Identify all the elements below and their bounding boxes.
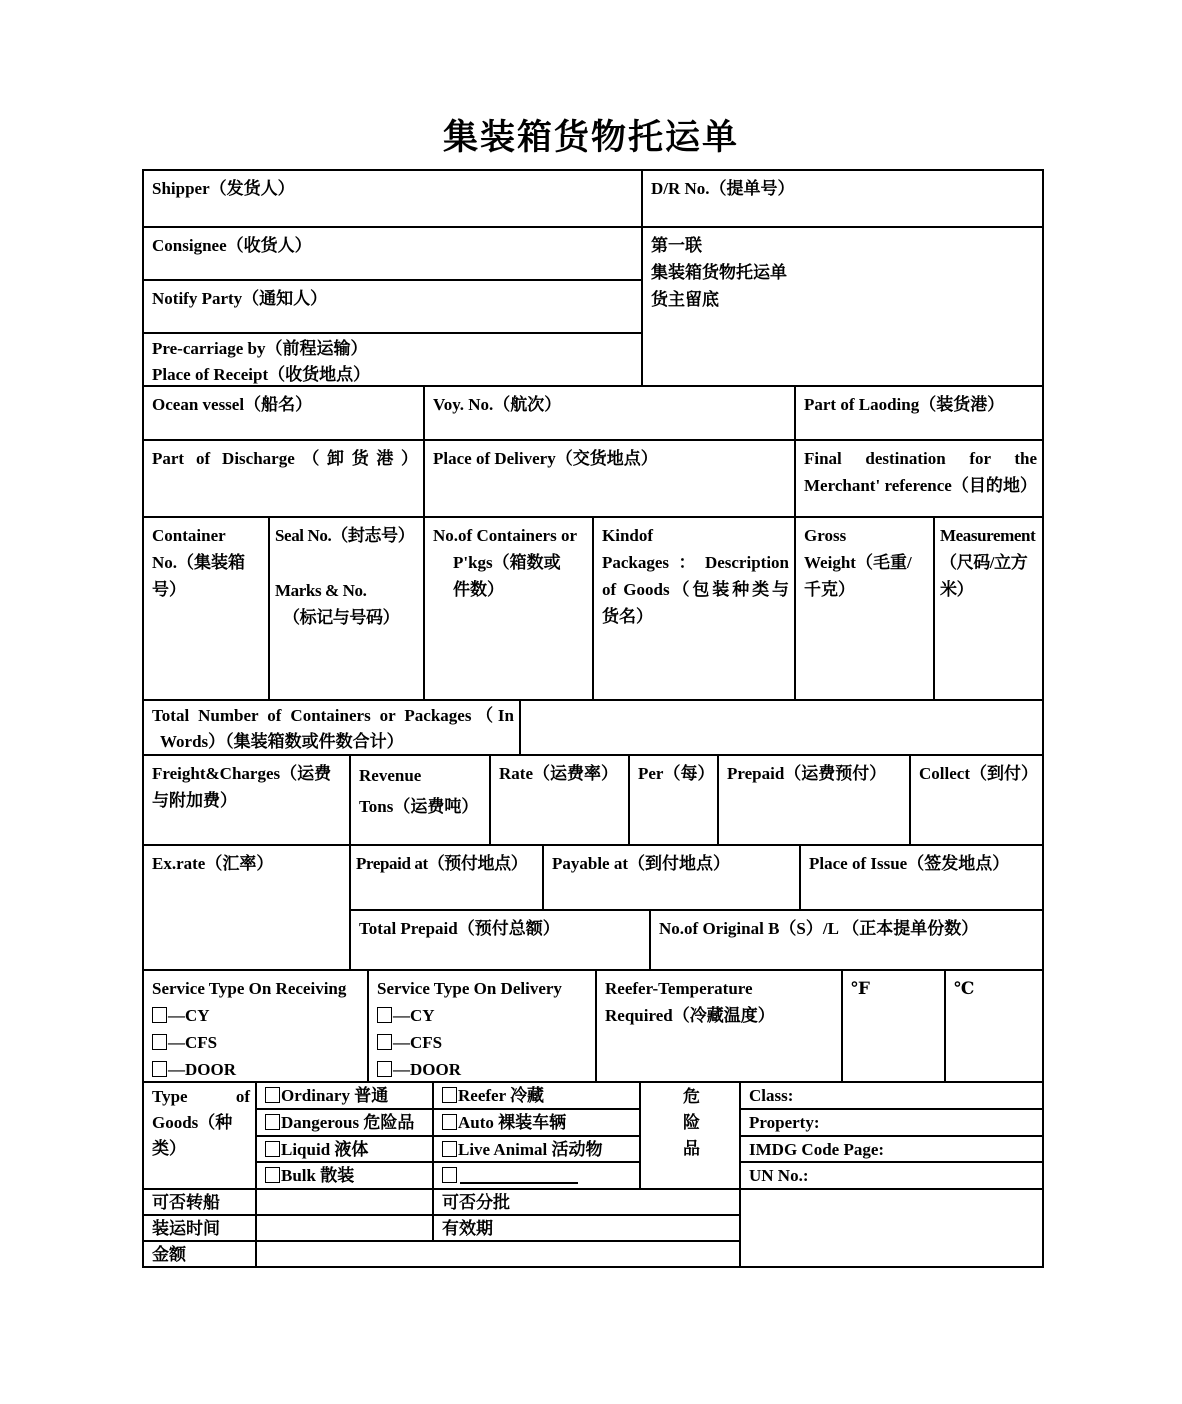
hazard-un-no-cell <box>740 1162 1043 1189</box>
service-receiving-option-door <box>152 1056 362 1082</box>
total-number-line: Words）（集装箱数或件数合计） <box>160 732 404 751</box>
type-of-goods-line: Type of <box>152 1087 250 1106</box>
marks-no-line: Marks & No. <box>275 581 367 600</box>
partial-shipment-label: 可否分批 <box>442 1193 510 1212</box>
checkbox-icon[interactable] <box>442 1167 457 1183</box>
freight-charges-line: Freight&Charges（运费 <box>152 764 332 783</box>
goods-option-auto-cell <box>433 1109 640 1136</box>
copy-note-line: 货主留底 <box>651 290 719 309</box>
gross-weight-line: 千克） <box>804 580 855 599</box>
prepaid-label: Prepaid（运费预付） <box>727 764 887 783</box>
copy-note-line: 第一联 <box>651 236 702 255</box>
revenue-tons-line: Revenue <box>359 766 422 785</box>
amount-label: 金额 <box>152 1245 186 1264</box>
goods-option-label: Live Animal 活动物 <box>458 1140 603 1159</box>
gross-weight-cell <box>795 517 934 700</box>
type-of-goods-line: Goods（种 <box>152 1113 233 1132</box>
ex-rate-label: Ex.rate（汇率） <box>152 854 274 873</box>
container-no-cell <box>143 517 269 700</box>
consignee-label: Consignee（收货人） <box>152 236 312 255</box>
goods-option-ordinary-cell <box>256 1082 433 1109</box>
collect-cell <box>910 755 1043 845</box>
pre-carriage-cell <box>143 333 642 386</box>
total-prepaid-label: Total Prepaid（预付总额） <box>359 919 560 938</box>
hazard-extra-cell <box>740 1189 1043 1267</box>
pre-carriage-label: Pre-carriage by（前程运输） <box>152 339 368 358</box>
rate-cell <box>490 755 629 845</box>
validity-period-cell <box>433 1215 740 1241</box>
place-of-receipt-label: Place of Receipt（收货地点） <box>152 365 371 384</box>
payable-at-label: Payable at（到付地点） <box>552 854 731 873</box>
service-receiving-cell <box>143 970 368 1082</box>
amount-value-cell <box>256 1241 740 1267</box>
blank-fill-line <box>460 1169 578 1184</box>
service-receiving-option-label: —DOOR <box>168 1060 236 1079</box>
checkbox-icon[interactable] <box>377 1007 392 1023</box>
per-cell <box>629 755 718 845</box>
dangerous-goods-char: 险 <box>683 1113 700 1132</box>
service-receiving-option-cfs <box>152 1029 362 1056</box>
validity-period-label: 有效期 <box>442 1219 493 1238</box>
rate-label: Rate（运费率） <box>499 764 618 783</box>
hazard-un-no-label: UN No.: <box>749 1166 809 1185</box>
shipper-cell <box>143 170 642 227</box>
service-delivery-cell <box>368 970 596 1082</box>
total-number-line: Total Number of Containers or Packages（In <box>152 706 514 725</box>
goods-option-bulk-cell <box>256 1162 433 1189</box>
num-containers-line: 件数） <box>453 580 504 599</box>
measurement-line: 米） <box>940 580 974 599</box>
ocean-vessel-cell <box>143 386 424 440</box>
collect-label: Collect（到付） <box>919 764 1038 783</box>
shipper-label: Shipper（发货人） <box>152 179 295 198</box>
seal-no-label: Seal No.（封志号） <box>275 526 415 545</box>
goods-option-label: Reefer 冷藏 <box>458 1086 545 1105</box>
goods-option-liquid-cell <box>256 1136 433 1162</box>
port-of-discharge-cell <box>143 440 424 517</box>
no-of-original-bl-cell <box>650 910 1043 970</box>
transshipment-label: 可否转船 <box>152 1193 220 1212</box>
type-of-goods-cell <box>143 1082 256 1189</box>
consignee-cell <box>143 227 642 280</box>
checkbox-icon[interactable] <box>265 1087 280 1103</box>
service-receiving-option-label: —CY <box>168 1006 210 1025</box>
num-containers-cell <box>424 517 593 700</box>
service-delivery-option-door <box>377 1056 590 1082</box>
per-label: Per（每） <box>638 764 715 783</box>
checkbox-icon[interactable] <box>442 1114 457 1130</box>
celsius-symbol: ℃ <box>954 979 975 998</box>
form-title: 集装箱货物托运单 <box>442 118 739 157</box>
goods-option-label: Dangerous 危险品 <box>281 1113 415 1132</box>
service-delivery-option-cy <box>377 1002 590 1029</box>
ocean-vessel-label: Ocean vessel（船名） <box>152 395 313 414</box>
partial-shipment-cell <box>433 1189 740 1215</box>
notify-party-cell <box>143 280 642 333</box>
num-containers-line: No.of Containers or <box>433 526 578 545</box>
kind-of-packages-cell <box>593 517 795 700</box>
hazard-property-cell <box>740 1109 1043 1136</box>
container-no-line: 号） <box>152 580 186 599</box>
final-destination-line: Merchant' reference（目的地） <box>804 476 1037 495</box>
place-of-issue-cell <box>800 845 1043 910</box>
goods-option-live-animal-cell <box>433 1136 640 1162</box>
reefer-temperature-cell <box>596 970 842 1082</box>
freight-charges-cell <box>143 755 350 845</box>
checkbox-icon[interactable] <box>377 1061 392 1077</box>
kind-of-packages-line: of Goods（包装种类与 <box>602 580 789 599</box>
goods-option-label: Auto 裸装车辆 <box>458 1113 567 1132</box>
dangerous-goods-cell <box>640 1082 740 1189</box>
prepaid-cell <box>718 755 910 845</box>
port-of-loading-cell <box>795 386 1043 440</box>
port-of-discharge-label: Part of Discharge（卸货港） <box>152 449 418 468</box>
dr-no-label: D/R No.（提单号） <box>651 179 795 198</box>
goods-option-label: Ordinary 普通 <box>281 1086 389 1105</box>
revenue-tons-cell <box>350 755 490 845</box>
kind-of-packages-line: Packages：Description <box>602 553 789 572</box>
reefer-temperature-line: Required（冷藏温度） <box>605 1006 775 1025</box>
hazard-class-cell <box>740 1082 1043 1109</box>
dangerous-goods-char: 品 <box>683 1139 700 1158</box>
service-delivery-title: Service Type On Delivery <box>377 979 562 998</box>
kind-of-packages-line: Kindof <box>602 526 654 545</box>
dangerous-goods-char: 危 <box>683 1087 700 1106</box>
container-no-line: No.（集装箱 <box>152 553 246 572</box>
final-destination-line: Final destination for the <box>804 449 1037 468</box>
goods-option-other-cell <box>433 1162 640 1189</box>
checkbox-icon[interactable] <box>377 1034 392 1050</box>
service-delivery-option-label: —CY <box>393 1006 435 1025</box>
fahrenheit-cell <box>842 970 945 1082</box>
service-receiving-option-cy <box>152 1002 362 1029</box>
checkbox-icon[interactable] <box>265 1114 280 1130</box>
checkbox-icon[interactable] <box>152 1034 167 1050</box>
no-of-original-bl-label: No.of Original B（S）/L （正本提单份数） <box>659 919 979 938</box>
total-number-value-cell <box>520 700 1043 755</box>
service-receiving-title: Service Type On Receiving <box>152 979 347 998</box>
revenue-tons-line: Tons（运费吨） <box>359 797 479 816</box>
hazard-imdg-label: IMDG Code Page: <box>749 1140 885 1159</box>
total-number-cell <box>143 700 520 755</box>
goods-option-dangerous-cell <box>256 1109 433 1136</box>
hazard-imdg-cell <box>740 1136 1043 1162</box>
checkbox-icon[interactable] <box>265 1167 280 1183</box>
measurement-line: （尺码/立方 <box>940 553 1028 572</box>
hazard-property-label: Property: <box>749 1113 820 1132</box>
prepaid-at-cell <box>350 845 543 910</box>
seal-no-marks-cell <box>269 517 424 700</box>
copy-note-cell <box>642 227 1043 386</box>
celsius-cell <box>945 970 1043 1082</box>
freight-charges-line: 与附加费） <box>152 791 237 810</box>
amount-cell <box>143 1241 256 1267</box>
checkbox-icon[interactable] <box>442 1087 457 1103</box>
place-of-delivery-label: Place of Delivery（交货地点） <box>433 449 658 468</box>
transshipment-cell <box>143 1189 256 1215</box>
voy-no-cell <box>424 386 795 440</box>
type-of-goods-line: 类） <box>152 1139 186 1158</box>
container-no-line: Container <box>152 526 226 545</box>
port-of-loading-label: Part of Laoding（装货港） <box>804 395 1005 414</box>
shipment-time-cell <box>143 1215 256 1241</box>
service-delivery-option-label: —CFS <box>393 1033 443 1052</box>
goods-option-label: Liquid 液体 <box>281 1140 369 1159</box>
final-destination-cell <box>795 440 1043 517</box>
marks-no-line: （标记与号码） <box>283 608 400 627</box>
total-prepaid-cell <box>350 910 650 970</box>
prepaid-at-label: Prepaid at（预付地点） <box>356 854 528 873</box>
measurement-cell <box>934 517 1043 700</box>
shipment-time-label: 装运时间 <box>152 1219 220 1238</box>
shipment-time-value-cell <box>256 1215 433 1241</box>
copy-note-line: 集装箱货物托运单 <box>651 263 787 282</box>
notify-party-label: Notify Party（通知人） <box>152 289 328 308</box>
goods-option-reefer-cell <box>433 1082 640 1109</box>
checkbox-icon[interactable] <box>152 1007 167 1023</box>
voy-no-label: Voy. No.（航次） <box>433 395 562 414</box>
place-of-delivery-cell <box>424 440 795 517</box>
service-delivery-option-cfs <box>377 1029 590 1056</box>
fahrenheit-symbol: ℉ <box>851 979 870 998</box>
kind-of-packages-line: 货名） <box>602 607 653 626</box>
service-receiving-option-label: —CFS <box>168 1033 218 1052</box>
checkbox-icon[interactable] <box>442 1141 457 1157</box>
goods-option-label: Bulk 散装 <box>281 1166 355 1185</box>
transshipment-value-cell <box>256 1189 433 1215</box>
place-of-issue-label: Place of Issue（签发地点） <box>809 854 1010 873</box>
reefer-temperature-line: Reefer-Temperature <box>605 979 753 998</box>
gross-weight-line: Weight（毛重/ <box>804 553 912 572</box>
ex-rate-cell <box>143 845 350 970</box>
dr-no-cell <box>642 170 1043 227</box>
payable-at-cell <box>543 845 800 910</box>
measurement-line: Measurement <box>940 526 1036 545</box>
num-containers-line: P'kgs（箱数或 <box>453 553 561 572</box>
checkbox-icon[interactable] <box>152 1061 167 1077</box>
gross-weight-line: Gross <box>804 526 847 545</box>
checkbox-icon[interactable] <box>265 1141 280 1157</box>
service-delivery-option-label: —DOOR <box>393 1060 461 1079</box>
hazard-class-label: Class: <box>749 1086 794 1105</box>
